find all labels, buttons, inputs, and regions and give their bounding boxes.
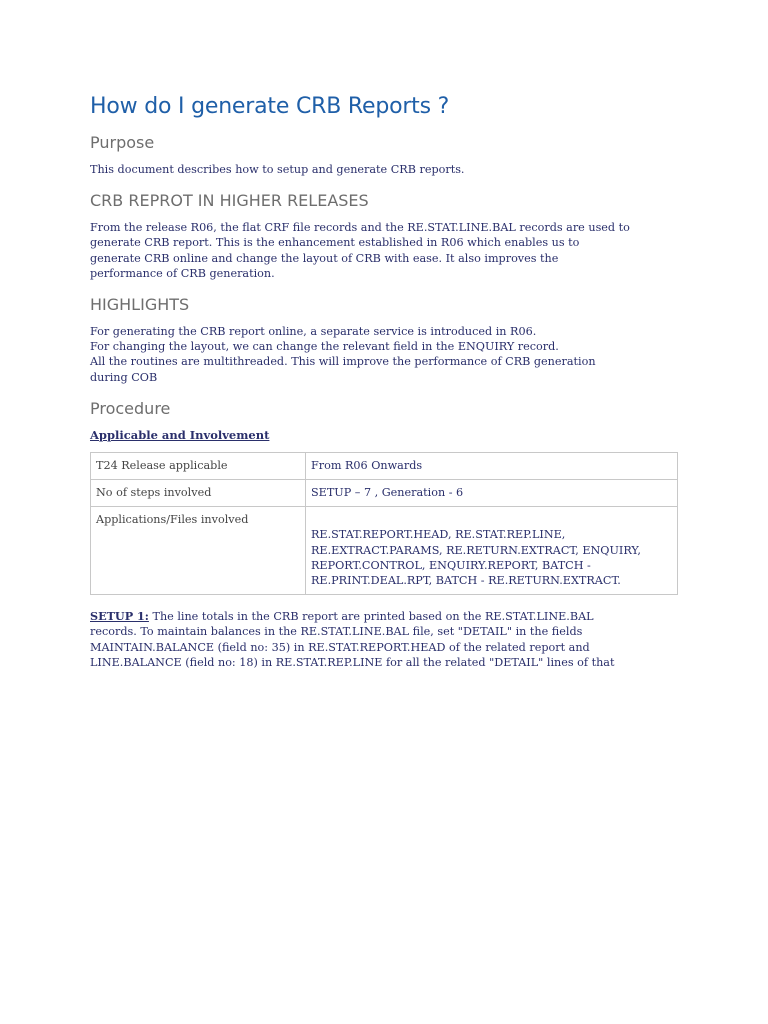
purpose-text	[90, 162, 680, 177]
paragraph-line: generate CRB report. This is the enhancement established in R06 which enables us to	[90, 236, 580, 250]
higher-releases-text	[90, 220, 680, 281]
paragraph-line: performance of CRB generation.	[90, 266, 275, 280]
table-row	[91, 480, 678, 507]
document-page	[90, 94, 680, 684]
purpose-heading: Purpose	[90, 133, 155, 152]
paragraph-line: LINE.BALANCE (field no: 18) in RE.STAT.REP.LINE for all the related "DETAIL" lines of that	[90, 655, 615, 669]
table-cell-label: No of steps involved	[91, 480, 306, 507]
cell-line: RE.EXTRACT.PARAMS, RE.RETURN.EXTRACT, ENQUIRY,	[311, 543, 641, 557]
procedure-heading: Procedure	[90, 398, 171, 418]
document-title: How do I generate CRB Reports ?	[90, 94, 450, 119]
cell-line: REPORT.CONTROL, ENQUIRY.REPORT, BATCH -	[311, 558, 591, 572]
highlight-line: For generating the CRB report online, a separate service is introduced in R06.	[90, 325, 537, 339]
setup1-first-line	[90, 609, 680, 624]
paragraph-line: The line totals in the CRB report are printed based on the RE.STAT.LINE.BAL	[148, 610, 594, 624]
paragraph-line: records. To maintain balances in the RE.STAT.LINE.BAL file, set "DETAIL" in the fields	[90, 625, 583, 639]
cell-line: SETUP – 7 , Generation - 6	[311, 486, 464, 500]
table-cell-value	[306, 452, 678, 479]
table-cell-label: T24 Release applicable	[91, 452, 306, 479]
table-row	[91, 507, 678, 595]
cell-line: From R06 Onwards	[311, 458, 423, 472]
paragraph-line: MAINTAIN.BALANCE (field no: 35) in RE.STAT.REPORT.HEAD of the related report and	[90, 640, 590, 654]
highlight-line: For changing the layout, we can change the relevant field in the ENQUIRY record.	[90, 340, 559, 354]
highlight-line: All the routines are multithreaded. This will improve the performance of CRB generation	[90, 355, 596, 369]
highlights-text	[90, 324, 680, 385]
highlight-line: during COB	[90, 370, 158, 384]
table-cell-label: Applications/Files involved	[91, 507, 306, 595]
cell-line	[311, 512, 672, 527]
purpose-line: This document describes how to setup and generate CRB reports.	[90, 163, 465, 176]
setup1-label: SETUP 1:	[90, 609, 149, 624]
cell-line: RE.STAT.REPORT.HEAD, RE.STAT.REP.LINE,	[311, 528, 566, 542]
involvement-table	[90, 452, 678, 595]
table-cell-value	[306, 507, 678, 595]
highlights-heading: HIGHLIGHTS	[90, 295, 190, 315]
cell-line: RE.PRINT.DEAL.RPT, BATCH - RE.RETURN.EXTRACT.	[311, 574, 621, 588]
setup1-paragraph	[90, 609, 680, 670]
paragraph-line: generate CRB online and change the layout of CRB with ease. It also improves the	[90, 251, 559, 265]
paragraph-line: From the release R06, the flat CRF file records and the RE.STAT.LINE.BAL records are used to	[90, 221, 630, 235]
table-cell-value	[306, 480, 678, 507]
table-row	[91, 452, 678, 479]
applicable-involvement-subheading: Applicable and Involvement	[90, 427, 270, 442]
higher-releases-heading: CRB REPROT IN HIGHER RELEASES	[90, 191, 369, 211]
